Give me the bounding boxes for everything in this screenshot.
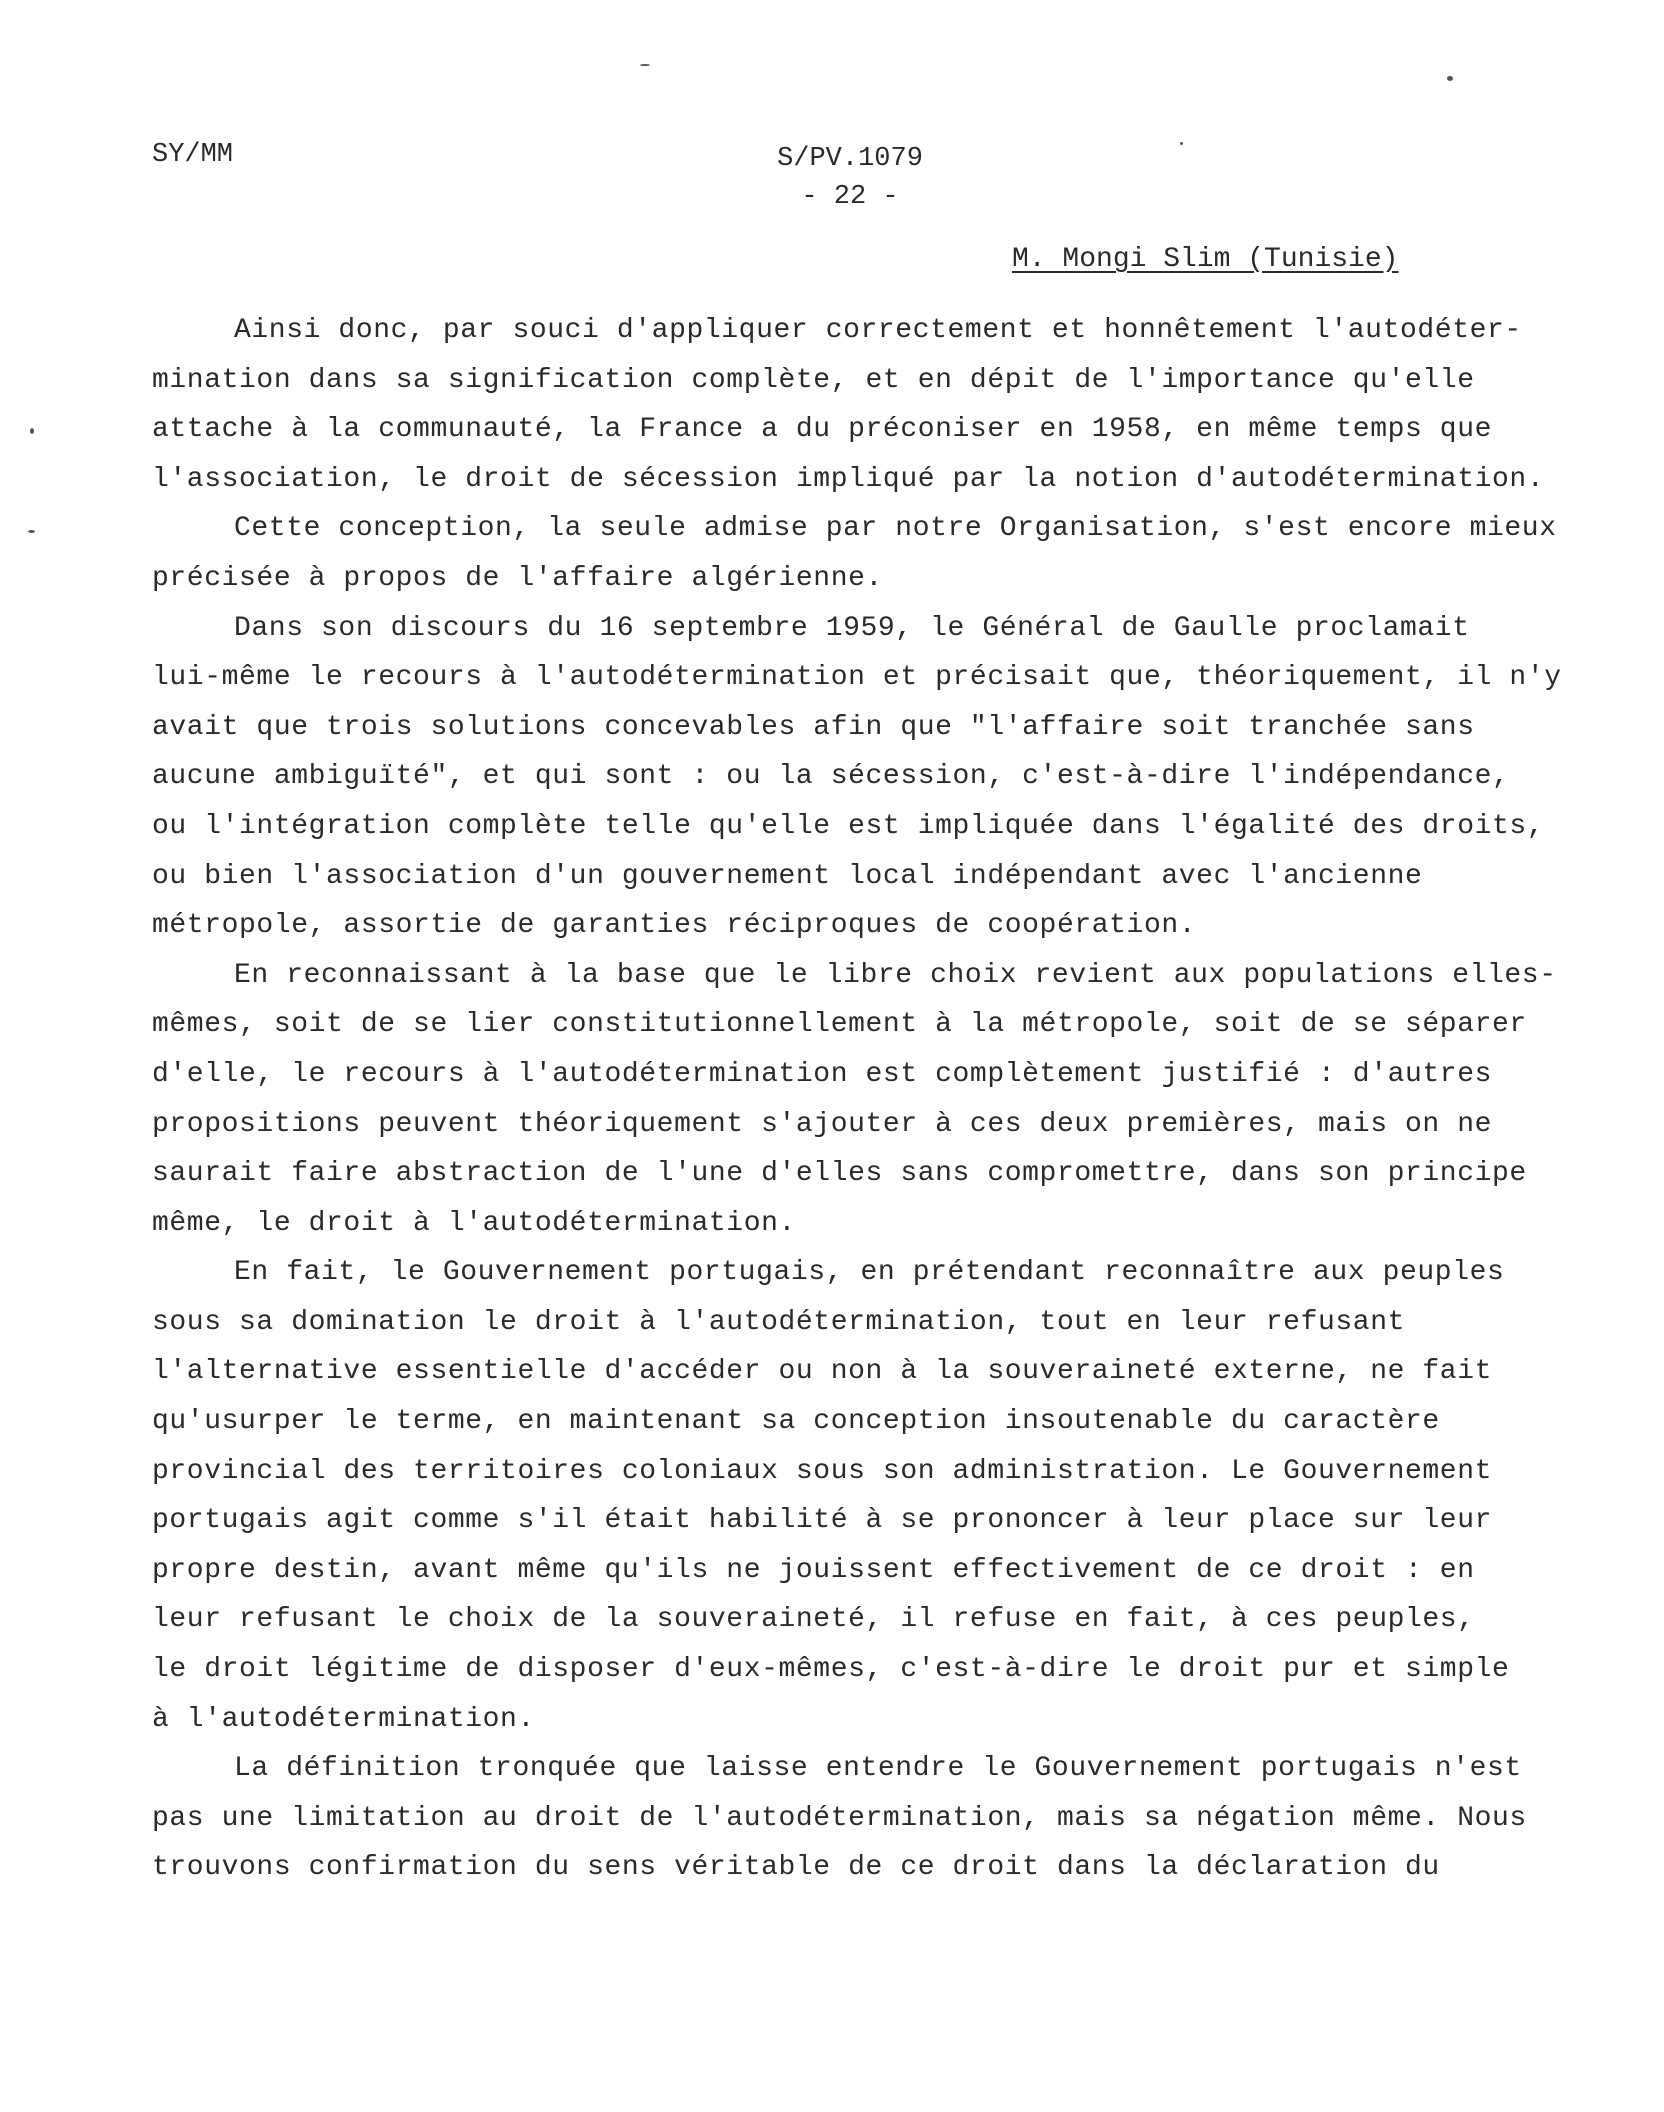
text-line: avait que trois solutions concevables afin que "l'affaire soit tranchée sans bbox=[152, 711, 1475, 743]
text-line: Ainsi donc, par souci d'appliquer correctement et honnêtement l'autodéter- bbox=[234, 315, 1522, 346]
scan-speck bbox=[1180, 142, 1183, 145]
text-line: mination dans sa signification complète, et en dépit de l'importance qu'elle bbox=[152, 364, 1475, 396]
text-line: trouvons confirmation du sens véritable de ce droit dans la déclaration du bbox=[152, 1852, 1440, 1884]
text-line: propositions peuvent théoriquement s'ajouter à ces deux premières, mais on ne bbox=[152, 1108, 1493, 1140]
text-line: saurait faire abstraction de l'une d'elles sans compromettre, dans son principe bbox=[152, 1158, 1527, 1190]
speaker-name: M. Mongi Slim (Tunisie) bbox=[1012, 244, 1399, 275]
text-line: lui-même le recours à l'autodétermination et précisait que, théoriquement, il n'y bbox=[152, 662, 1562, 694]
text-line: le droit légitime de disposer d'eux-mêmes, c'est-à-dire le droit pur et simple bbox=[152, 1654, 1510, 1686]
text-line: d'elle, le recours à l'autodétermination est complètement justifié : d'autres bbox=[152, 1058, 1493, 1090]
text-line: pas une limitation au droit de l'autodétermination, mais sa négation même. Nous bbox=[152, 1802, 1527, 1834]
text-line: portugais agit comme s'il était habilité à se prononcer à leur place sur leur bbox=[152, 1505, 1493, 1537]
text-line: Dans son discours du 16 septembre 1959, le Général de Gaulle proclamait bbox=[234, 612, 1470, 644]
text-line: l'alternative essentielle d'accéder ou non à la souveraineté externe, ne fait bbox=[152, 1356, 1493, 1388]
text-line: En reconnaissant à la base que le libre choix revient aux populations elles- bbox=[234, 959, 1557, 991]
text-line: En fait, le Gouvernement portugais, en prétendant reconnaître aux peuples bbox=[234, 1257, 1505, 1289]
text-line: leur refusant le choix de la souveraineté, il refuse en fait, à ces peuples, bbox=[152, 1604, 1475, 1636]
text-line: l'association, le droit de sécession impliqué par la notion d'autodétermination. bbox=[152, 463, 1545, 495]
document-header bbox=[760, 140, 940, 216]
text-line: sous sa domination le droit à l'autodétermination, tout en leur refusant bbox=[152, 1306, 1405, 1338]
text-line: ou bien l'association d'un gouvernement local indépendant avec l'ancienne bbox=[152, 860, 1423, 892]
text-line: La définition tronquée que laisse entendre le Gouvernement portugais n'est bbox=[234, 1753, 1522, 1785]
text-line: précisée à propos de l'affaire algérienne. bbox=[152, 562, 883, 594]
text-line: qu'usurper le terme, en maintenant sa conception insoutenable du caractère bbox=[152, 1406, 1440, 1438]
text-line: mêmes, soit de se lier constitutionnellement à la métropole, soit de se séparer bbox=[152, 1009, 1527, 1041]
scan-speck bbox=[1447, 76, 1453, 81]
document-symbol: S/PV.1079 bbox=[777, 144, 923, 174]
text-line: métropole, assortie de garanties réciproques de coopération. bbox=[152, 910, 1197, 942]
text-line: propre destin, avant même qu'ils ne jouissent effectivement de ce droit : en bbox=[152, 1554, 1475, 1586]
text-line: aucune ambiguïté", et qui sont : ou la sécession, c'est-à-dire l'indépendance, bbox=[152, 761, 1510, 793]
scan-speck bbox=[28, 530, 35, 533]
reference-initials: SY/MM bbox=[152, 140, 234, 170]
text-line: provincial des territoires coloniaux sous son administration. Le Gouvernement bbox=[152, 1455, 1493, 1487]
text-line: attache à la communauté, la France a du préconiser en 1958, en même temps que bbox=[152, 414, 1493, 446]
scan-speck bbox=[30, 428, 34, 434]
text-line: Cette conception, la seule admise par notre Organisation, s'est encore mieux bbox=[234, 513, 1557, 545]
speech-body bbox=[152, 306, 1562, 1893]
text-line: même, le droit à l'autodétermination. bbox=[152, 1207, 796, 1239]
scan-speck bbox=[640, 64, 650, 66]
text-line: ou l'intégration complète telle qu'elle est impliquée dans l'égalité des droits, bbox=[152, 810, 1545, 842]
page-number: - 22 - bbox=[801, 182, 899, 212]
text-line: à l'autodétermination. bbox=[152, 1703, 535, 1735]
